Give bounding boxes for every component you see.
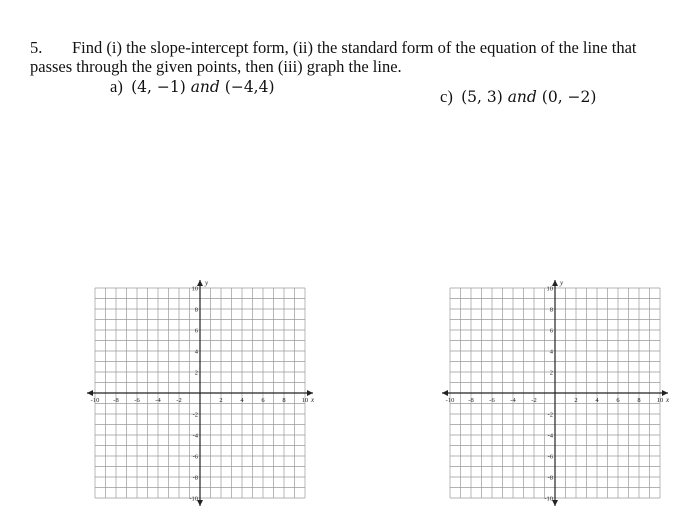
y-tick-label: -8	[547, 474, 553, 482]
y-tick-label: 10	[546, 285, 553, 293]
part-a	[110, 77, 275, 97]
question-text-line2: passes through the given points, then (iii) graph the line.	[30, 57, 402, 76]
y-tick-label: -4	[547, 432, 553, 440]
part-c-conjunction: and	[507, 88, 537, 106]
part-a-point1: (4, −1)	[131, 78, 186, 96]
y-axis-label: y	[560, 279, 564, 287]
x-tick-label: -10	[90, 397, 100, 404]
x-tick-label: -2	[531, 397, 537, 404]
x-tick-label: -6	[489, 397, 495, 404]
x-tick-label: -10	[445, 397, 455, 404]
y-tick-label: 2	[549, 369, 553, 377]
x-tick-label: 10	[656, 397, 664, 404]
x-tick-label: -2	[176, 397, 182, 404]
x-tick-label: -4	[155, 397, 161, 404]
y-tick-label: 10	[191, 285, 198, 293]
y-tick-label: -2	[192, 411, 198, 419]
part-a-conjunction: and	[190, 78, 220, 96]
x-axis-left-arrow	[87, 390, 93, 396]
y-tick-label: -6	[192, 453, 198, 461]
y-tick-label: 6	[194, 327, 198, 335]
part-a-point2: (−4,4)	[224, 78, 275, 96]
y-tick-label: -6	[547, 453, 553, 461]
part-c-point1: (5, 3)	[461, 88, 503, 106]
x-tick-label: 8	[282, 397, 286, 404]
x-tick-label: 4	[240, 397, 244, 404]
coordinate-grid-c[interactable]	[440, 278, 670, 508]
y-tick-label: -2	[547, 411, 553, 419]
y-axis-label: y	[205, 279, 209, 287]
part-c-point2: (0, −2)	[541, 88, 597, 106]
x-tick-label: 8	[637, 397, 641, 404]
y-tick-label: 6	[549, 327, 553, 335]
y-tick-label: -4	[192, 432, 198, 440]
y-tick-label: 4	[549, 348, 553, 356]
x-axis-label: x	[311, 396, 315, 404]
x-tick-label: 6	[616, 397, 620, 404]
question-text-line1: Find (i) the slope-intercept form, (ii) the standard form of the equation of the line that	[72, 38, 637, 57]
y-tick-label: -10	[544, 495, 553, 503]
y-tick-label: 4	[194, 348, 198, 356]
part-a-label: a)	[110, 77, 123, 96]
coordinate-grid-a[interactable]	[85, 278, 315, 508]
y-tick-label: 8	[549, 306, 553, 314]
y-tick-label: -8	[192, 474, 198, 482]
x-tick-label: 2	[574, 397, 578, 404]
x-tick-label: -8	[468, 397, 474, 404]
y-tick-label: 2	[194, 369, 198, 377]
x-axis-left-arrow	[442, 390, 448, 396]
y-tick-label: 8	[194, 306, 198, 314]
x-tick-label: -4	[510, 397, 516, 404]
x-axis-label: x	[666, 396, 670, 404]
x-tick-label: -6	[134, 397, 140, 404]
question-number: 5.	[30, 38, 43, 57]
x-tick-label: 4	[595, 397, 599, 404]
part-c-label: c)	[440, 87, 453, 106]
part-c	[440, 87, 596, 107]
x-tick-label: -8	[113, 397, 119, 404]
y-tick-label: -10	[189, 495, 198, 503]
x-tick-label: 10	[301, 397, 309, 404]
x-tick-label: 6	[261, 397, 265, 404]
x-tick-label: 2	[219, 397, 223, 404]
